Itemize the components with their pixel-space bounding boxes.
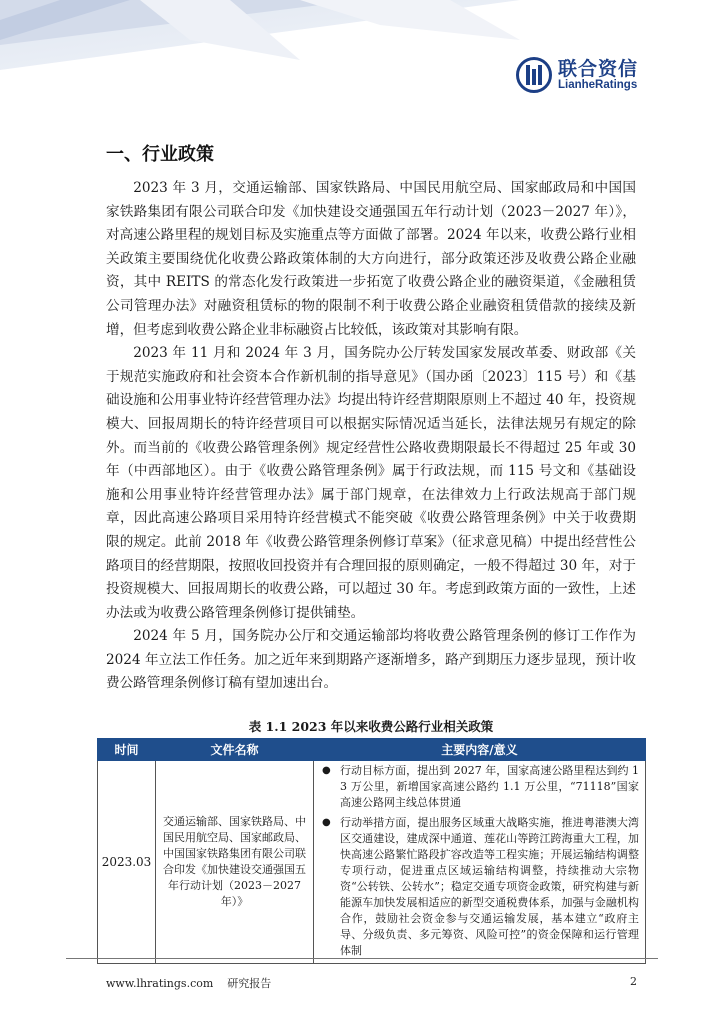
footer-divider bbox=[66, 958, 658, 959]
logo-english-name: LianheRatings bbox=[558, 78, 638, 91]
cell-main-content bbox=[314, 761, 646, 964]
body-text bbox=[106, 177, 636, 696]
bullet-text: 行动举措方面，提出服务区域重大战略实施，推进粤港澳大湾区交通建设，建成深中通道、莲花山等跨江跨海重大工程，加快高速公路繁忙路段扩容改造等工程实施；开展运输结构调整专项行动，促进重点区域运输结构调整，持续推动大宗物资“公转铁、公转水”；稳定交通专项资金政策，研究构建与新能源车加快发展相适应的新型交通税费体系，加强与金融机构合作，鼓励社会资金参与交通运输发展，基本建立“政府主导、分级负责、多元筹资、风险可控”的资金保障和运行管理体制 bbox=[340, 816, 639, 957]
policy-table bbox=[97, 738, 646, 964]
bullet-dot-icon: ● bbox=[322, 765, 331, 776]
content-bullet bbox=[320, 815, 639, 959]
table-row bbox=[98, 761, 646, 964]
section-title: 一、行业政策 bbox=[106, 144, 214, 165]
footer-website[interactable]: www.lhratings.com bbox=[106, 977, 214, 990]
paragraph-1: 2023 年 3 月，交通运输部、国家铁路局、中国民用航空局、国家邮政局和中国国家铁路集团有限公司联合印发《加快建设交通强国五年行动计划（2023－2027 年）》，对高速公路里程的规划目标及实施重点等方面做了部署。2024 年以来，收费公路行业相关政策主要围绕优化收费公路政策体制的大方向进行，部分政策还涉及收费公路企业融资，其中 REITS 的常态化发行政策进一步拓宽了收费公路企业的融资渠道，《金融租赁公司管理办法》对融资租赁标的物的限制不利于收费公路企业融资租赁借款的接续及新增，但考虑到收费公路企业非标融资占比较低，该政策对其影响有限。 bbox=[106, 180, 636, 338]
paragraph-3: 2024 年 5 月，国务院办公厅和交通运输部均将收费公路管理条例的修订工作作为 2024 年立法工作任务。加之近年来到期路产逐渐增多，路产到期压力逐步显现，预计收费公路管理条例修订稿有望加速出台。 bbox=[106, 628, 636, 692]
page-number: 2 bbox=[630, 975, 637, 988]
header-document-name: 文件名称 bbox=[156, 739, 314, 761]
company-logo bbox=[516, 56, 638, 94]
bullet-text: 行动目标方面，提出到 2027 年，国家高速公路里程达到约 13 万公里，新增国家高速公路约 1.1 万公里，“71118”国家高速公路网主线总体贯通 bbox=[340, 764, 639, 809]
header-main-content: 主要内容/意义 bbox=[314, 739, 646, 761]
content-bullet bbox=[320, 763, 639, 811]
bullet-dot-icon: ● bbox=[322, 817, 331, 828]
lianhe-logo-icon bbox=[516, 57, 552, 93]
policy-table-container bbox=[97, 738, 645, 957]
cell-time: 2023.03 bbox=[98, 761, 156, 964]
paragraph-2: 2023 年 11 月和 2024 年 3 月，国务院办公厅转发国家发展改革委、财政部《关于规范实施政府和社会资本合作新机制的指导意见》（国办函〔2023〕115 号）和《基础设施和公用事业特许经营管理办法》均提出特许经营期限原则上不超过 40 年，投资规模大、回报周期长的特许经营项目可以根据实际情况适当延长，法律法规另有规定的除外。而当前的《收费公路管理条例》规定经营性公路收费期限最长不得超过 25 年或 30 年（中西部地区）。由于《收费公路管理条例》属于行政法规，而 115 号文和《基础设施和公用事业特许经营管理办法》属于部门规章，在法律效力上行政法规高于部门规章，因此高速公路项目采用特许经营模式不能突破《收费公路管理条例》中关于收费期限的规定。此前 2018 年《收费公路管理条例修订草案》（征求意见稿）中提出经营性公路项目的经营期限，按照收回投资并有合理回报的原则确定，一般不得超过 30 年，对于投资规模大、回报周期长的收费公路，可以超过 30 年。考虑到政策方面的一致性，上述办法或为收费公路管理条例修订提供铺垫。 bbox=[106, 345, 636, 621]
logo-chinese-name: 联合资信 bbox=[558, 57, 639, 80]
header-time: 时间 bbox=[98, 739, 156, 761]
table-caption: 表 1.1 2023 年以来收费公路行业相关政策 bbox=[248, 719, 494, 734]
cell-document-name: 交通运输部、国家铁路局、中国民用航空局、国家邮政局、中国国家铁路集团有限公司联合印发《加快建设交通强国五年行动计划（2023－2027 年）》 bbox=[156, 761, 314, 964]
table-header-row bbox=[98, 739, 646, 761]
footer-info bbox=[106, 975, 271, 991]
footer-report-type: 研究报告 bbox=[227, 977, 272, 990]
